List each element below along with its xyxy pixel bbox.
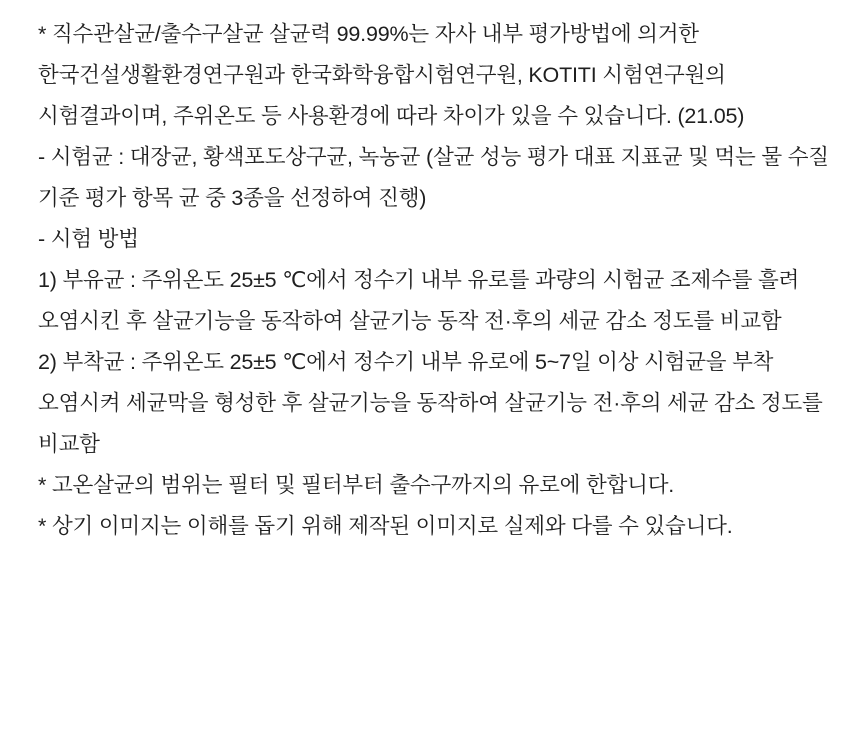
note-test-bacteria: - 시험균 : 대장균, 황색포도상구균, 녹농균 (살균 성능 평가 대표 지표균 및 먹는 물 수질 기준 평가 항목 균 중 3종을 선정하여 진행) — [38, 145, 835, 210]
note-test-method-heading: - 시험 방법 — [38, 227, 139, 251]
note-image-disclaimer: * 상기 이미지는 이해를 돕기 위해 제작된 이미지로 실제와 다를 수 있습니다. — [38, 514, 733, 538]
note-sterilization-rate: * 직수관살균/출수구살균 살균력 99.99%는 자사 내부 평가방법에 의거한 한국건설생활환경연구원과 한국화학융합시험연구원, KOTITI 시험연구원의 시험결과이며, 주위온도 등 사용환경에 따라 차이가 있을 수 있습니다. (21.05) — [38, 22, 745, 128]
note-test-method-1: 1) 부유균 : 주위온도 25±5 ℃에서 정수기 내부 유로를 과량의 시험균 조제수를 흘려 오염시킨 후 살균기능을 동작하여 살균기능 동작 전·후의 세균 감소 정도를 비교함 — [38, 268, 805, 333]
note-test-method-2: 2) 부착균 : 주위온도 25±5 ℃에서 정수기 내부 유로에 5~7일 이상 시험균을 부착 오염시켜 세균막을 형성한 후 살균기능을 동작하여 살균기능 전·후의 세균 감소 정도를 비교함 — [38, 350, 829, 456]
note-high-temp-range: * 고온살균의 범위는 필터 및 필터부터 출수구까지의 유로에 한합니다. — [38, 473, 675, 497]
